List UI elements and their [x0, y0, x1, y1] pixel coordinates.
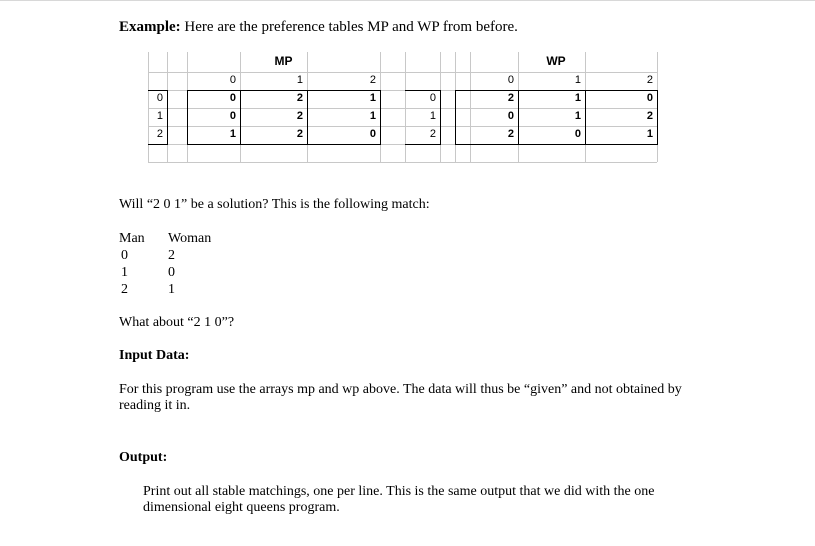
wp-border: [518, 90, 519, 145]
mp-col-header: 0: [229, 74, 236, 86]
wp-border: [455, 90, 657, 91]
output-text: Print out all stable matchings, one per line. This is the same output that we did with the one dimensional eight queens program.: [143, 484, 655, 515]
wp-border: [405, 90, 440, 91]
mp-cell: 1: [369, 92, 376, 104]
wp-border: [455, 90, 456, 145]
grid-line: [148, 108, 657, 109]
grid-line: [148, 126, 657, 127]
wp-border: [455, 144, 657, 145]
wp-cell: 1: [646, 128, 653, 140]
mp-cell: 1: [369, 110, 376, 122]
mp-cell: 2: [296, 110, 303, 122]
wp-col-header: 0: [507, 74, 514, 86]
wp-border: [657, 90, 658, 145]
wp-cell: 0: [574, 128, 581, 140]
mp-cell: 0: [229, 110, 236, 122]
output-title: Output:: [119, 450, 168, 465]
mp-row-header: 0: [156, 92, 163, 104]
mp-border: [380, 90, 381, 145]
wp-title: WP: [546, 54, 566, 68]
mp-title: MP: [274, 54, 293, 68]
mp-border: [167, 90, 168, 145]
match-woman-0: 2: [168, 248, 175, 263]
wp-col-header: 2: [646, 74, 653, 86]
grid-line: [470, 52, 471, 162]
match-header-man: Man: [119, 231, 145, 246]
grid-line: [148, 52, 149, 162]
mp-border: [148, 90, 167, 91]
grid-line: [405, 52, 406, 162]
mp-row-header: 1: [156, 110, 163, 122]
question-text: Will “2 0 1” be a solution? This is the following match:: [119, 197, 430, 212]
page-top-rule: [0, 0, 815, 1]
match-man-2: 2: [121, 282, 128, 297]
input-data-text: For this program use the arrays mp and wp above. The data will thus be “given” and not obtained by reading it in.: [119, 382, 682, 413]
wp-cell: 2: [507, 128, 514, 140]
mp-col-header: 1: [296, 74, 303, 86]
mp-cell: 2: [296, 128, 303, 140]
mp-border: [187, 144, 380, 145]
wp-row-header: 1: [429, 110, 436, 122]
match-woman-1: 0: [168, 265, 175, 280]
match-header-woman: Woman: [168, 231, 212, 246]
mp-cell: 1: [229, 128, 236, 140]
mp-border: [148, 144, 167, 145]
wp-col-header: 1: [574, 74, 581, 86]
wp-border: [585, 90, 586, 145]
mp-border: [240, 90, 241, 145]
wp-cell: 0: [507, 110, 514, 122]
match-man-1: 1: [121, 265, 128, 280]
mp-border: [307, 90, 308, 145]
wp-cell: 1: [574, 92, 581, 104]
wp-row-header: 0: [429, 92, 436, 104]
what-about-text: What about “2 1 0”?: [119, 315, 235, 330]
match-man-0: 0: [121, 248, 128, 263]
grid-line: [148, 162, 657, 163]
mp-col-header: 2: [369, 74, 376, 86]
match-woman-2: 1: [168, 282, 175, 297]
input-data-title: Input Data:: [119, 348, 190, 363]
mp-cell: 0: [229, 92, 236, 104]
wp-cell: 1: [574, 110, 581, 122]
wp-border: [405, 144, 440, 145]
mp-border: [187, 90, 188, 145]
mp-row-header: 2: [156, 128, 163, 140]
example-heading: [119, 19, 518, 35]
example-label: Example:: [119, 19, 181, 35]
grid-line: [148, 72, 657, 73]
wp-border: [440, 90, 441, 145]
example-text: Here are the preference tables MP and WP from before.: [180, 19, 518, 35]
wp-cell: 2: [646, 110, 653, 122]
wp-cell: 2: [507, 92, 514, 104]
mp-cell: 2: [296, 92, 303, 104]
wp-row-header: 2: [429, 128, 436, 140]
mp-border: [187, 90, 380, 91]
mp-cell: 0: [369, 128, 376, 140]
wp-cell: 0: [646, 92, 653, 104]
